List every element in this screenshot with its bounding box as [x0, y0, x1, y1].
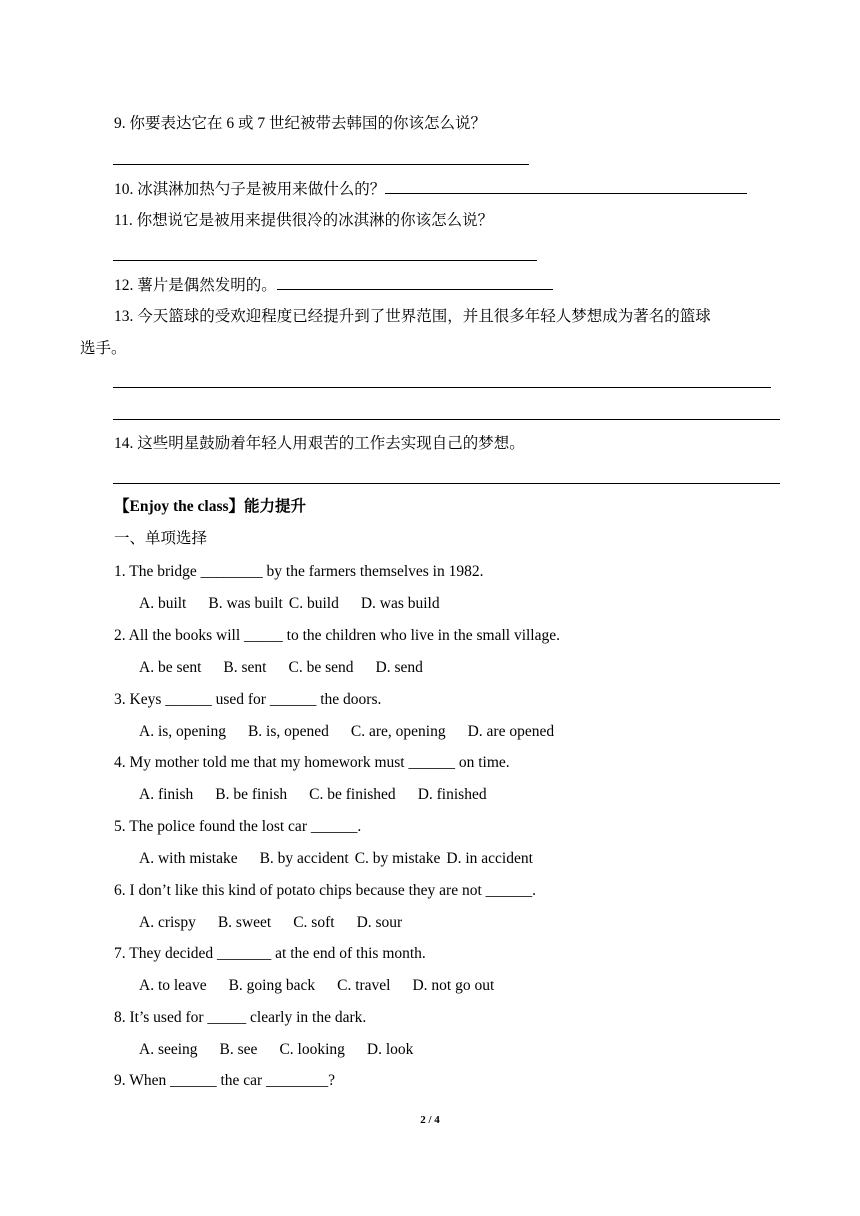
- option-c: C. looking: [279, 1041, 345, 1058]
- option-d: D. not go out: [412, 977, 495, 994]
- option-a: A. seeing: [139, 1041, 198, 1058]
- option-a: A. built: [139, 595, 187, 612]
- option-a: A. with mistake: [139, 850, 238, 867]
- page-number: 2 / 4: [420, 1114, 440, 1126]
- translation-q10-text: 10. 冰淇淋加热勺子是被用来做什么的？: [114, 181, 386, 198]
- option-b: B. be finish: [215, 786, 288, 803]
- answer-line-q13a: [113, 387, 771, 388]
- translation-q11: 11. 你想说它是被用来提供很冷的冰淇淋的你该怎么说？: [114, 212, 494, 229]
- option-c: C. be send: [288, 659, 354, 676]
- option-a: A. is, opening: [139, 723, 226, 740]
- mc-question-5: 5. The police found the lost car ______.: [114, 818, 362, 835]
- section-title: 【Enjoy the class】能力提升: [114, 498, 307, 515]
- mc-options-4: [139, 785, 487, 805]
- mc-options-6: [139, 913, 402, 933]
- translation-q14: 14. 这些明星鼓励着年轻人用艰苦的工作去实现自己的梦想。: [114, 435, 525, 452]
- option-c: C. build: [288, 595, 339, 612]
- option-c: C. by mistake: [354, 850, 441, 867]
- mc-options-2: [139, 658, 423, 678]
- option-d: D. sour: [356, 914, 403, 931]
- mc-question-6: 6. I don’t like this kind of potato chips because they are not ______.: [114, 882, 537, 899]
- mc-options-5: [139, 849, 533, 869]
- option-b: B. was built: [208, 595, 283, 612]
- answer-line-q14: [113, 483, 780, 484]
- mc-question-7: 7. They decided _______ at the end of this month.: [114, 945, 426, 962]
- translation-q12: [114, 275, 553, 296]
- translation-q9: 9. 你要表达它在 6 或 7 世纪被带去韩国的你该怎么说？: [114, 115, 487, 132]
- option-b: B. by accident: [259, 850, 349, 867]
- option-d: D. send: [375, 659, 423, 676]
- option-d: D. was build: [360, 595, 440, 612]
- answer-line-q10: [385, 179, 747, 194]
- option-b: B. sent: [223, 659, 267, 676]
- option-d: D. in accident: [446, 850, 533, 867]
- mc-options-7: [139, 976, 494, 996]
- mc-options-3: [139, 722, 554, 742]
- mc-question-4: 4. My mother told me that my homework must ______ on time.: [114, 754, 510, 771]
- option-b: B. going back: [228, 977, 316, 994]
- mc-question-1: 1. The bridge ________ by the farmers themselves in 1982.: [114, 563, 484, 580]
- mc-options-8: [139, 1040, 413, 1060]
- mc-question-9: 9. When ______ the car ________?: [114, 1072, 335, 1089]
- answer-line-q13b: [113, 419, 780, 420]
- mc-question-2: 2. All the books will _____ to the children who live in the small village.: [114, 627, 560, 644]
- option-a: A. crispy: [139, 914, 196, 931]
- mc-options-1: [139, 594, 440, 614]
- option-a: A. be sent: [139, 659, 202, 676]
- option-a: A. to leave: [139, 977, 207, 994]
- option-c: C. are, opening: [350, 723, 446, 740]
- translation-q10: [114, 179, 747, 200]
- option-c: C. travel: [337, 977, 391, 994]
- option-b: B. is, opened: [247, 723, 329, 740]
- option-b: B. sweet: [217, 914, 272, 931]
- mc-question-3: 3. Keys ______ used for ______ the doors.: [114, 691, 382, 708]
- translation-q12-text: 12. 薯片是偶然发明的。: [114, 277, 277, 294]
- section-subtitle: 一、单项选择: [114, 530, 208, 547]
- answer-line-q9: [113, 164, 529, 165]
- answer-line-q11: [113, 260, 537, 261]
- answer-line-q12: [277, 275, 553, 290]
- option-c: C. be finished: [309, 786, 396, 803]
- option-a: A. finish: [139, 786, 194, 803]
- option-d: D. are opened: [467, 723, 555, 740]
- translation-q13-line2: 选手。: [80, 340, 127, 357]
- option-c: C. soft: [293, 914, 335, 931]
- option-d: D. finished: [417, 786, 487, 803]
- option-b: B. see: [219, 1041, 258, 1058]
- option-d: D. look: [366, 1041, 414, 1058]
- translation-q13-line1: 13. 今天篮球的受欢迎程度已经提升到了世界范围，并且很多年轻人梦想成为著名的篮球: [114, 308, 711, 325]
- mc-question-8: 8. It’s used for _____ clearly in the dark.: [114, 1009, 367, 1026]
